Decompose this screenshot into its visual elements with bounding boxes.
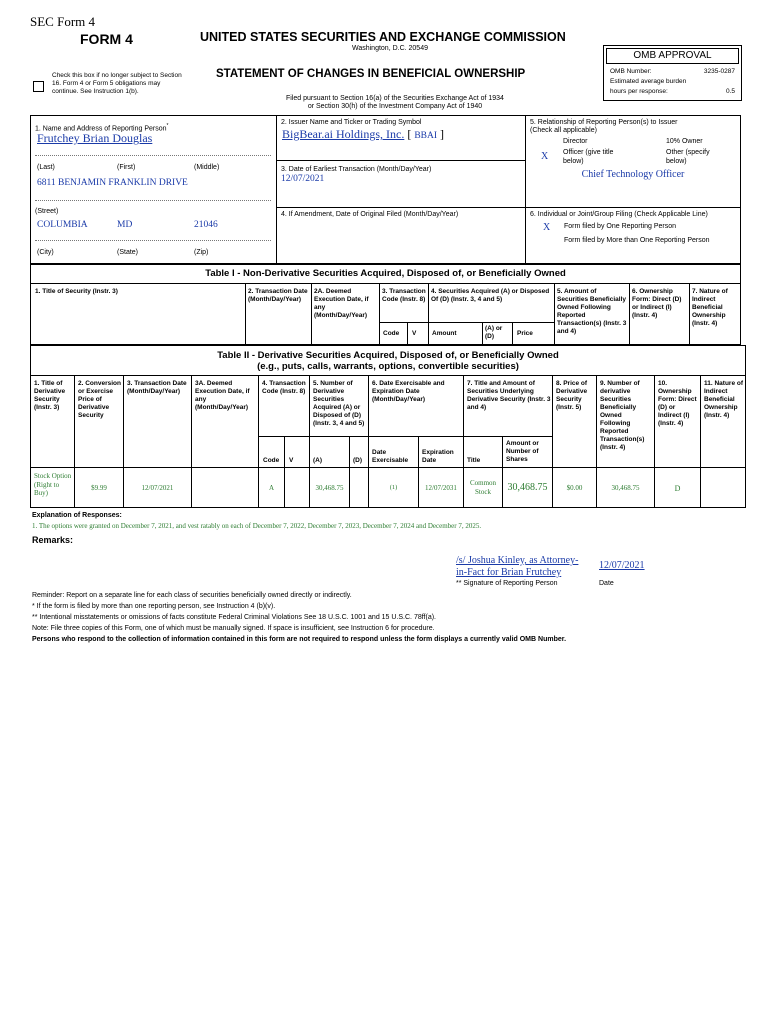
omb-number-label: OMB Number: (610, 68, 652, 75)
t1-sub-amount: Amount (432, 330, 457, 337)
omb-approval-box (603, 45, 742, 101)
t1-col-title: 1. Title of Security (Instr. 3) (35, 288, 118, 295)
filed-pursuant-line-2: or Section 30(h) of the Investment Company Act of 1940 (307, 103, 483, 110)
row-date-exercisable: (1) (389, 484, 398, 491)
filing-more-persons[interactable]: Form filed by More than One Reporting Person (564, 237, 710, 244)
sec-form-label: SEC Form 4 (30, 14, 96, 29)
row-price: $0.00 (566, 484, 583, 492)
t1-sub-v: V (412, 330, 417, 337)
issuer-label: 2. Issuer Name and Ticker or Trading Symbol (281, 119, 422, 126)
t2-sub-code: Code (263, 457, 280, 464)
last-label: (Last) (37, 164, 55, 171)
t2-col-exercisable: 6. Date Exercisable and Expiration Date (Month/Day/Year) (372, 380, 445, 403)
t2-col-nature: 11. Nature of Indirect Beneficial Ownership (Instr. 4) (704, 380, 744, 419)
footer-instruction-4: * If the form is filed by more than one reporting person, see Instruction 4 (b)(v). (32, 603, 276, 610)
filing-one-person[interactable]: Form filed by One Reporting Person (564, 223, 677, 230)
t1-sub-aord: (A) or (D) (485, 325, 503, 340)
officer-title: Chief Technology Officer (581, 169, 685, 180)
omb-burden-label: Estimated average burden (610, 78, 687, 85)
no-longer-subject-checkbox[interactable] (33, 81, 44, 92)
city-label: (City) (37, 249, 54, 256)
other-option[interactable]: Other (specify below) (666, 149, 710, 165)
t1-col-code: 3. Transaction Code (Instr. 8) (382, 288, 426, 303)
signature-line-2: in-Fact for Brian Frutchey (456, 567, 562, 578)
t2-sub-a: (A) (313, 457, 323, 464)
row-code: A (268, 484, 275, 492)
t1-col-ownership-form: 6. Ownership Form: Direct (D) or Indirect (I) (Instr. 4) (632, 288, 682, 319)
officer-option[interactable]: Officer (give title below) (563, 149, 614, 165)
checkbox-label: Check this box if no longer subject to Section 16. Form 4 or Form 5 obligations may continue. See Instruction 1(b). (52, 72, 182, 95)
t2-sub-date-ex: Date Exercisable (372, 449, 409, 464)
form-title: FORM 4 (80, 31, 133, 47)
city-value: COLUMBIA (37, 220, 88, 230)
t2-col-title: 1. Title of Derivative Security (Instr. 3) (34, 380, 66, 411)
state-label: (State) (117, 249, 139, 256)
t1-col-securities: 4. Securities Acquired (A) or Disposed Of (D) (Instr. 3, 4 and 5) (431, 288, 550, 303)
amendment-label: 4. If Amendment, Date of Original Filed (Month/Day/Year) (281, 211, 459, 218)
t2-col-deemed: 3A. Deemed Execution Date, if any (Month/Day/Year) (195, 380, 250, 411)
t2-col-date: 3. Transaction Date (Month/Day/Year) (127, 380, 187, 395)
signature-date: 12/07/2021 (599, 560, 645, 571)
row-expiration: 12/07/2031 (425, 484, 457, 492)
table-2-title: Table II - Derivative Securities Acquired, Disposed of, or Beneficially Owned (217, 350, 559, 361)
t1-sub-price: Price (517, 330, 533, 337)
filing-label: 6. Individual or Joint/Group Filing (Check Applicable Line) (530, 211, 708, 218)
omb-title: OMB APPROVAL (606, 48, 739, 64)
relationship-sub: (Check all applicable) (530, 127, 597, 134)
t2-col-conversion: 2. Conversion or Exercise Price of Derivative Security (78, 380, 121, 419)
t2-col-code: 4. Transaction Code (Instr. 8) (262, 380, 306, 395)
row-owned: 30,468.75 (611, 484, 640, 492)
row-ownership-form: D (674, 484, 681, 493)
omb-hours-value: 0.5 (725, 88, 735, 95)
row-security: Stock Option (Right to Buy) (34, 472, 72, 497)
zip-value: 21046 (194, 220, 218, 230)
table-1-title: Table I - Non-Derivative Securities Acquired, Disposed of, or Beneficially Owned (205, 268, 566, 279)
signature-date-label: Date (599, 580, 614, 587)
explanation-note-1: 1. The options were granted on December 7, 2021, and vest ratably on each of December 7, 2022, December 7, 2023, December 7, 2024 and December 7, 2025. (32, 522, 482, 530)
t1-col-amount-owned: 5. Amount of Securities Beneficially Owned Following Reported Transaction(s) (Instr. 3 and 4) (557, 288, 627, 335)
t2-col-owned: 9. Number of derivative Securities Beneficially Owned Following Reported Transaction(s) (Instr. 4) (600, 380, 645, 451)
issuer-ticker: BBAI (414, 131, 438, 141)
reporting-person-label: 1. Name and Address of Reporting Person* (35, 123, 169, 133)
explanation-label: Explanation of Responses: (32, 512, 122, 519)
footer-violations: ** Intentional misstatements or omissions of facts constitute Federal Criminal Violations See 18 U.S.C. 1001 and 15 U.S.C. 78ff(a). (32, 614, 436, 621)
earliest-date-value: 12/07/2021 (281, 174, 325, 184)
reporting-person-name[interactable]: Frutchey Brian Douglas (37, 131, 153, 145)
row-underlying-amount: 30,468.75 (507, 482, 548, 493)
officer-check-mark: X (541, 151, 549, 162)
t2-sub-title: Title (467, 457, 481, 464)
t1-col-deemed: 2A. Deemed Execution Date, if any (Month/Day/Year) (314, 288, 369, 319)
statement-title: STATEMENT OF CHANGES IN BENEFICIAL OWNERSHIP (216, 68, 526, 80)
remarks-label: Remarks: (32, 535, 74, 545)
state-value: MD (117, 220, 133, 230)
omb-hours-label: hours per response: (610, 88, 668, 95)
signature-label: ** Signature of Reporting Person (456, 580, 558, 587)
t2-sub-v: V (289, 457, 294, 464)
footer-omb-notice: Persons who respond to the collection of information contained in this form are not required to respond unless the form displays a currently valid OMB Number. (32, 636, 567, 643)
row-amount-a: 30,468.75 (315, 484, 344, 492)
row-date: 12/07/2021 (141, 484, 174, 492)
agency-title: UNITED STATES SECURITIES AND EXCHANGE COMMISSION (200, 30, 566, 44)
street-address: 6811 BENJAMIN FRANKLIN DRIVE (37, 178, 188, 188)
earliest-date-label: 3. Date of Earliest Transaction (Month/Day/Year) (281, 166, 432, 173)
middle-label: (Middle) (194, 164, 220, 171)
t1-sub-code: Code (383, 330, 400, 337)
agency-location: Washington, D.C. 20549 (351, 45, 428, 52)
street-label: (Street) (35, 208, 59, 215)
table-2-subtitle: (e.g., puts, calls, warrants, options, convertible securities) (257, 361, 519, 372)
t2-sub-expiration: Expiration Date (422, 449, 454, 464)
t2-col-price: 8. Price of Derivative Security (Instr. 5) (556, 380, 588, 411)
first-label: (First) (117, 164, 136, 171)
footer-copies-note: Note: File three copies of this Form, one of which must be manually signed. If space is insufficient, see Instruction 6 for procedure. (32, 625, 435, 632)
t2-col-number: 5. Number of Derivative Securities Acquired (A) or Disposed of (D) (Instr. 3, 4 and 5) (313, 380, 365, 427)
t2-sub-amount: Amount or Number of Shares (506, 440, 539, 463)
omb-number-value: 3235-0287 (703, 68, 735, 75)
filing-check-mark: X (543, 222, 551, 233)
row-conversion-price: $9.99 (91, 484, 107, 492)
t2-col-underlying: 7. Title and Amount of Securities Underlying Derivative Security (Instr. 3 and 4) (467, 380, 551, 411)
ten-pct-owner-option[interactable]: 10% Owner (666, 138, 703, 145)
t1-col-date: 2. Transaction Date (Month/Day/Year) (248, 288, 308, 303)
relationship-label: 5. Relationship of Reporting Person(s) to Issuer (530, 119, 678, 126)
row-underlying-title: Common Stock (469, 479, 497, 496)
director-option[interactable]: Director (563, 138, 588, 145)
zip-label: (Zip) (194, 249, 209, 256)
issuer-name-line: BigBear.ai Holdings, Inc. [ BBAI ] (282, 127, 445, 141)
footer-reminder: Reminder: Report on a separate line for each class of securities beneficially owned directly or indirectly. (32, 592, 352, 599)
t1-col-nature: 7. Nature of Indirect Beneficial Ownership (Instr. 4) (692, 288, 728, 327)
t2-sub-d: (D) (353, 457, 363, 464)
issuer-name-link[interactable]: BigBear.ai Holdings, Inc. (282, 127, 405, 141)
signature (456, 555, 578, 579)
signature-line-1: /s/ Joshua Kinley, as Attorney- (456, 555, 579, 566)
filed-pursuant-line-1: Filed pursuant to Section 16(a) of the Securities Exchange Act of 1934 (286, 95, 504, 102)
t2-col-form: 10. Ownership Form: Direct (D) or Indirect (I) (Instr. 4) (658, 380, 697, 427)
